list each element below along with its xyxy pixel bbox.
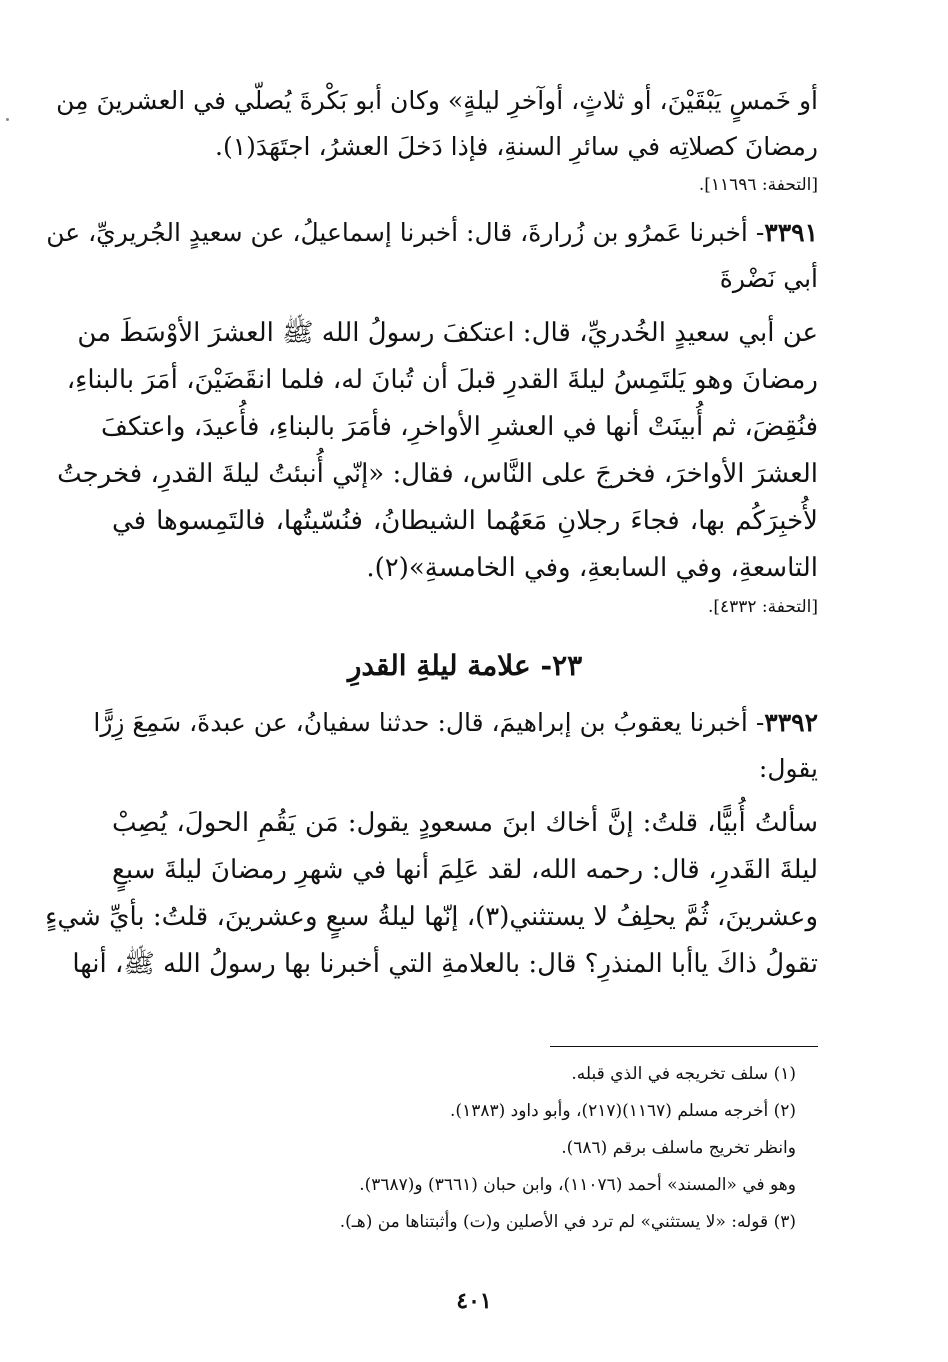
text-line: رمضانَ وهو يَلتَمِسُ ليلةَ القدرِ قبلَ أن تُبانَ له، فلما انقَضَيْنَ، أمَرَ بالبناءِ، [66,365,818,395]
chapter-heading: ٢٣- علامة ليلةِ القدرِ [347,649,583,682]
footnote: (٣) قوله: «لا يستثني» لم ترد في الأصلين و(ت) وأثبتناها من (هـ). [339,1212,796,1232]
footnote: وانظر تخريج ماسلف برقم (٦٨٦). [561,1138,796,1158]
tuhfa-reference: [التحفة: ١١٦٩٦]. [698,175,818,195]
text-line: العشرَ الأواخرَ، فخرجَ على النَّاس، فقال: «إنّي أُنبئتُ ليلةَ القدرِ، فخرجتُ [57,459,818,489]
margin-speck [6,118,9,121]
paragraph-continuation [56,78,818,170]
text-line: عن أبي سعيدٍ الخُدريِّ، قال: اعتكفَ رسولُ الله ﷺ العشرَ الأوْسَطَ من [77,318,818,348]
footnote: (٢) أخرجه مسلم (١١٦٧)(٢١٧)، وأبو داود (١٣٨٣). [450,1101,796,1121]
text-line: أو خَمسٍ يَبْقَيْنَ، أو ثلاثٍ، أوآخرِ ليلةٍ» وكان أبو بَكْرةَ يُصلّي في العشرينَ مِن [56,86,818,115]
footnote: (١) سلف تخريجه في الذي قبله. [571,1064,796,1084]
footnote-separator [550,1046,818,1047]
text-line: التاسعةِ، وفي السابعةِ، وفي الخامسةِ»(٢). [366,553,818,583]
hadith-number: ٣٣٩٢ [764,708,818,737]
footnote: وهو في «المسند» أحمد (١١٠٧٦)، وابن حبان (٣٦٦١) و(٣٦٨٧). [359,1175,796,1195]
text-line [46,210,818,256]
text-line: ليلةَ القَدرِ، قال: رحمه الله، لقد عَلِمَ أنها في شهرِ رمضانَ ليلةَ سبعٍ [112,855,818,885]
text-line: تقولُ ذاكَ ياأبا المنذرِ؟ قال: بالعلامةِ التي أخبرنا بها رسولُ الله ﷺ، أنها [72,949,818,979]
page-body [45,78,818,988]
text-line [93,700,818,746]
hadith-3391-isnad [46,210,818,302]
hadith-3392-matn [45,800,818,988]
hadith-number: ٣٣٩١ [764,218,818,247]
isnad-text: - أخبرنا يعقوبُ بن إبراهيمَ، قال: حدثنا سفيانُ، عن عبدةَ، سَمِعَ زِرًّا [93,708,765,737]
tuhfa-reference: [التحفة: ٤٣٣٢]. [707,597,818,617]
text-line: سألتُ أُبيًّا، قلتُ: إنَّ أخاك ابنَ مسعودٍ يقول: مَن يَقُمِ الحولَ، يُصِبْ [112,808,818,838]
text-line: أبي نَضْرةَ [719,264,818,293]
hadith-3392-isnad [93,700,818,792]
hadith-3391-matn [57,310,818,592]
text-line: وعشرينَ، ثُمَّ يحلِفُ لا يستثني(٣)، إنّها ليلةُ سبعٍ وعشرينَ، قلتُ: بأيِّ شيءٍ [45,902,818,932]
page-number: ٤٠١ [456,1288,492,1314]
footnotes [140,1056,796,1241]
text-line: فنُقِضَ، ثم أُبينَتْ أنها في العشرِ الأواخرِ، فأمَرَ بالبناءِ، فأُعيدَ، واعتكفَ [101,412,818,442]
isnad-text: - أخبرنا عَمرُو بن زُرارةَ، قال: أخبرنا إسماعيلُ، عن سعيدٍ الجُريريِّ، عن [46,218,765,247]
text-line: رمضانَ كصلاتِه في سائرِ السنةِ، فإذا دَخلَ العشرُ، اجتَهَدَ(١). [215,132,818,161]
text-line: يقول: [758,754,818,783]
text-line: لأُخبِرَكُم بها، فجاءَ رجلانِ مَعَهُما الشيطانُ، فنُسّيتُها، فالتَمِسوها في [112,506,818,536]
